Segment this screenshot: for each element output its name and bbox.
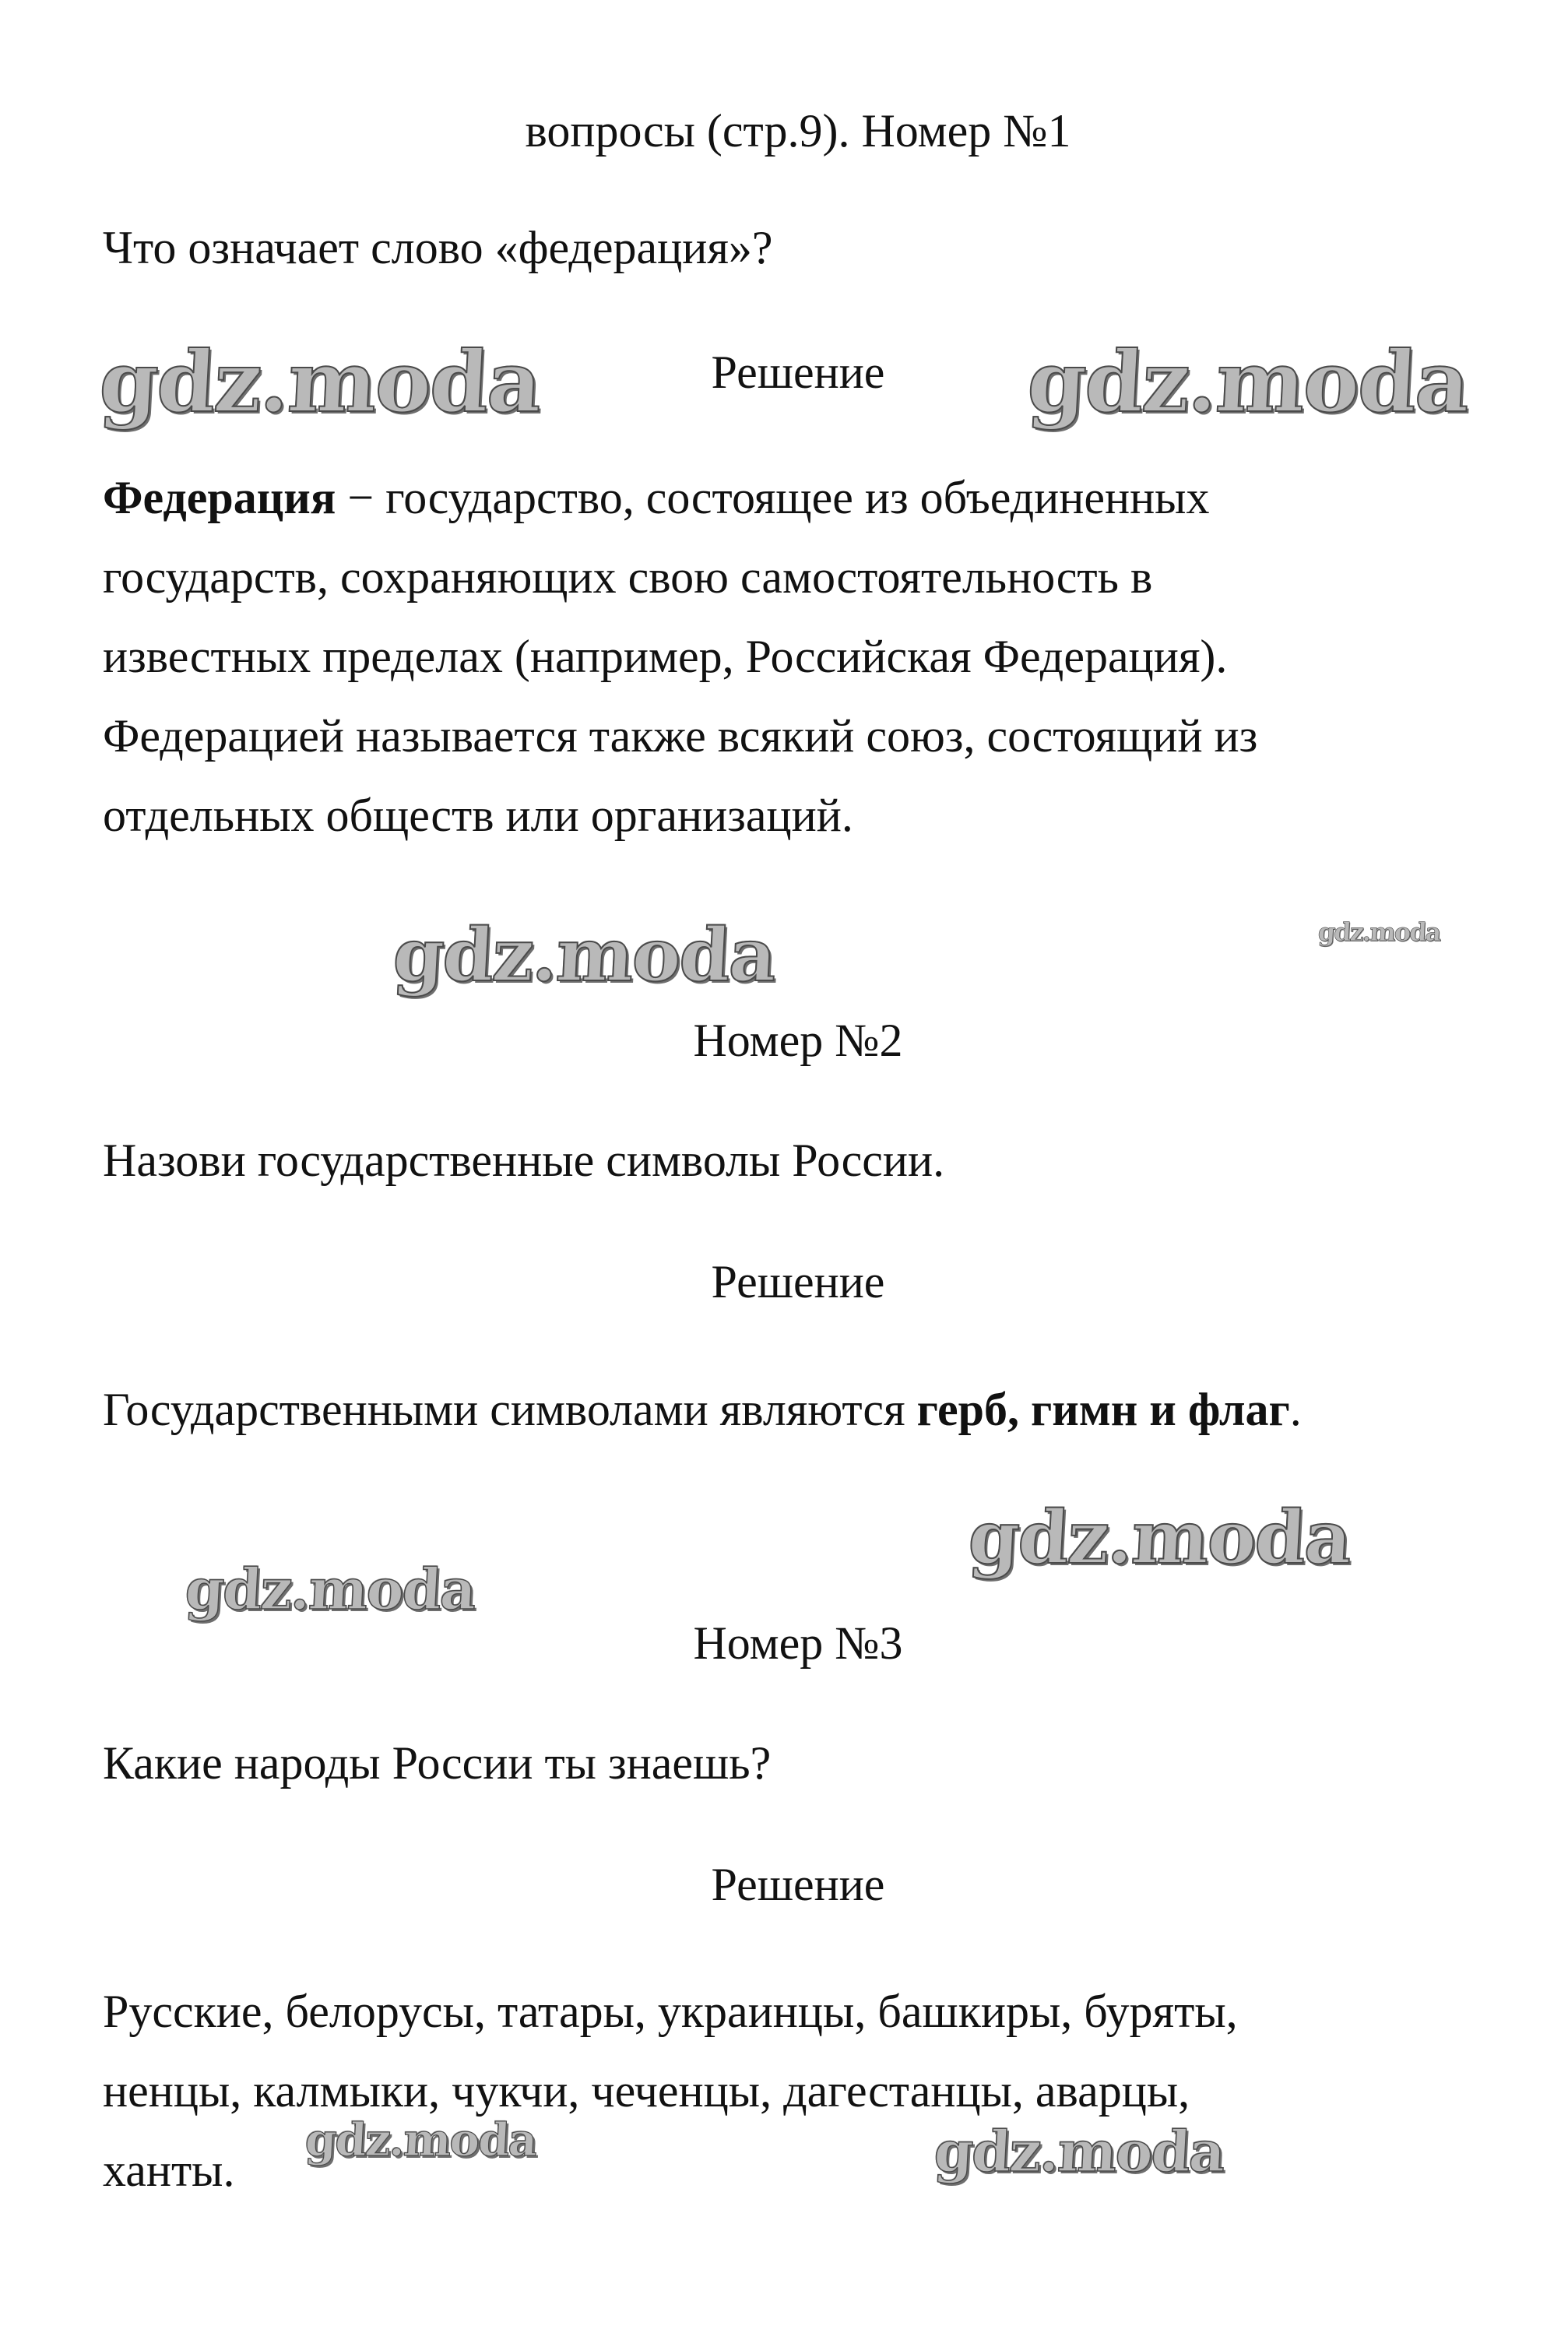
question-2-number: Номер №2 [693,1015,903,1066]
answer-line: известных пределах (например, Российская Федерация). [103,631,1228,682]
answer-line: ненцы, калмыки, чукчи, чеченцы, дагестанцы, аварцы, [103,2065,1190,2117]
answer-line: Русские, белорусы, татары, украинцы, башкиры, буряты, [103,1986,1238,2037]
answer-definition: − государство, состоящее из объединенных [336,472,1210,523]
question-3-number: Номер №3 [693,1617,903,1669]
watermark-logo: gdz.moda [391,913,778,998]
watermark-logo: gdz.moda [932,2118,1226,2184]
answer-line: государств, сохраняющих свою самостоятельность в [103,551,1153,603]
watermark-logo: gdz.moda [966,1495,1353,1581]
question-1-text: Что означает слово «федерация»? [103,222,773,273]
watermark-logo: gdz.moda [97,333,543,431]
answer-line: Федерацией называется также всякий союз, состоящий из [103,710,1258,762]
answer-line [103,458,1520,537]
question-2-answer [103,1371,1302,1448]
question-2-text: Назови государственные символы России. [103,1135,945,1186]
question-3-text: Какие народы России ты знаешь? [103,1737,772,1789]
watermark-logo: gdz.moda [1025,333,1471,431]
answer-term: Федерация [103,472,336,523]
question-3-solution-label: Решение [711,1859,885,1910]
answer-prefix: Государственными символами являются [103,1384,917,1435]
watermark-logo: gdz.moda [183,1556,477,1622]
watermark-logo: gdz.moda [304,2113,538,2166]
answer-line: отдельных обществ или организаций. [103,790,853,841]
answer-suffix: . [1289,1384,1302,1435]
question-3-answer [103,1972,1520,2210]
answer-emphasis: герб, гимн и флаг [916,1384,1290,1435]
answer-line: ханты. [103,2145,235,2196]
page-title: вопросы (стр.9). Номер №1 [525,105,1071,157]
question-1-solution-label: Решение [711,347,885,398]
question-1-answer [103,458,1520,855]
watermark-logo: gdz.moda [1317,917,1441,947]
question-2-solution-label: Решение [711,1256,885,1307]
